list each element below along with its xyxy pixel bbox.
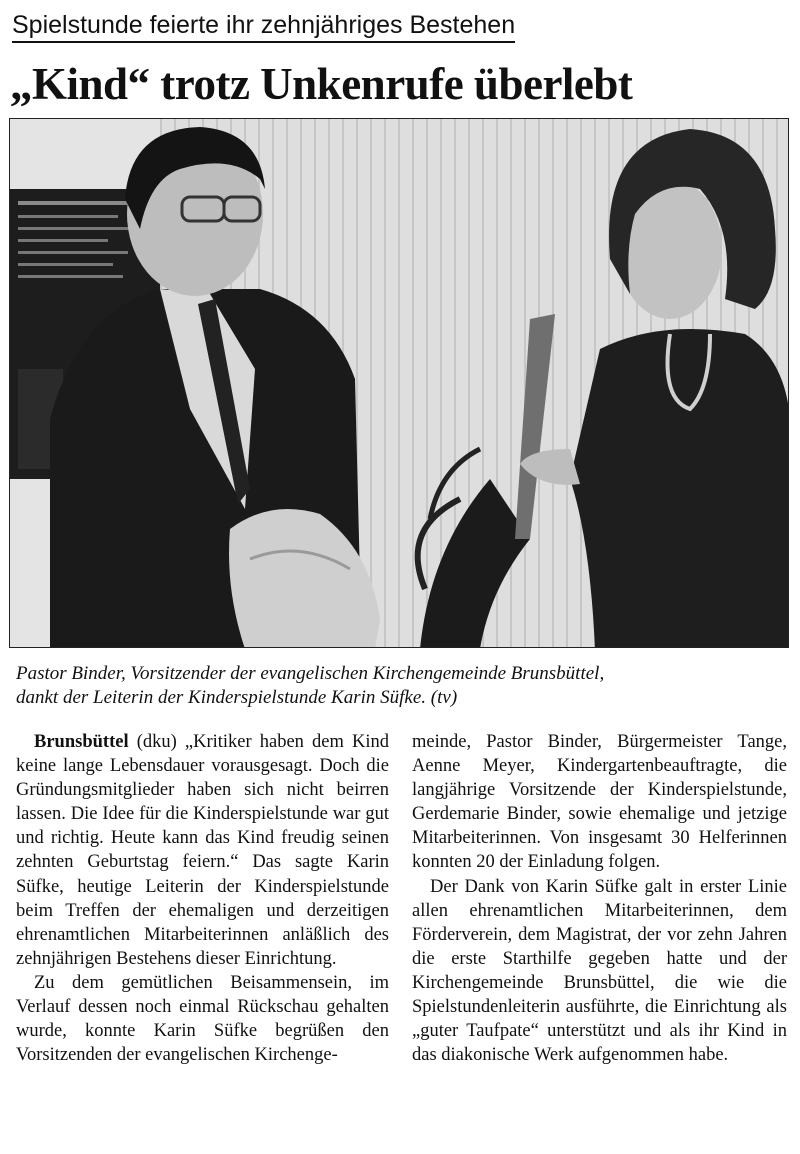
article-dateline: Brunsbüttel bbox=[34, 732, 129, 752]
article-column-left bbox=[16, 730, 389, 1067]
article-paragraph bbox=[16, 730, 389, 971]
article-headline: „Kind“ trotz Unkenrufe überlebt bbox=[10, 59, 633, 109]
article-kicker: Spielstunde feierte ihr zehnjähriges Bestehen bbox=[12, 10, 515, 43]
article-paragraph: meinde, Pastor Binder, Bürgermeister Tange, Aenne Meyer, Kindergartenbeauftragte, die langjährige Vorsitzende der Kinderspielstunde, Gerdemarie Binder, sowie ehemalige und jetzige Mitarbeiterinnen. Von insgesamt 30 Helferinnen konnten 20 der Einladung folgen. bbox=[412, 732, 787, 873]
caption-line-2: dankt der Leiterin der Kinderspielstunde Karin Süfke. (tv) bbox=[16, 687, 458, 708]
paragraph-text: (dku) „Kritiker haben dem Kind keine lange Lebensdauer vorausgesagt. Doch die Gründungsmitglieder haben sich nicht beirren lassen. Die Idee für die Kinderspielstunde war gut und richtig. Heute kann das Kind freudig seinen zehnten Geburtstag feiern.“ Das sagte Karin Süfke, heutige Leiterin der Kinderspielstunde beim Treffen der ehemaligen und derzeitigen ehrenamtlichen Mitarbeiterinnen anläßlich des zehnjährigen Bestehens dieser Einrichtung. bbox=[16, 732, 389, 969]
article-photo bbox=[9, 118, 789, 648]
article-paragraph: Der Dank von Karin Süfke galt in erster Linie allen ehrenamtlichen Mitarbeiterinnen, dem Förderverein, dem Magistrat, der vor zehn Jahren die erste Starthilfe gegeben hatte und der Kirchengemeinde Brunsbüttel, die wie die Spielstundenleiterin ausführte, die Einrichtung als „guter Taufpate“ unterstützt und als ihr Kind in das diakonische Werk aufgenommen habe. bbox=[412, 876, 787, 1066]
article-column-right bbox=[412, 730, 787, 1067]
photo-caption bbox=[16, 662, 786, 710]
article-paragraph: Zu dem gemütlichen Beisammensein, im Verlauf dessen noch einmal Rückschau gehalten wurde, konnte Karin Süfke begrüßen den Vorsitzenden der evangelischen Kirchenge- bbox=[16, 972, 389, 1066]
caption-line-1: Pastor Binder, Vorsitzender der evangelischen Kirchengemeinde Brunsbüttel, bbox=[16, 663, 605, 684]
